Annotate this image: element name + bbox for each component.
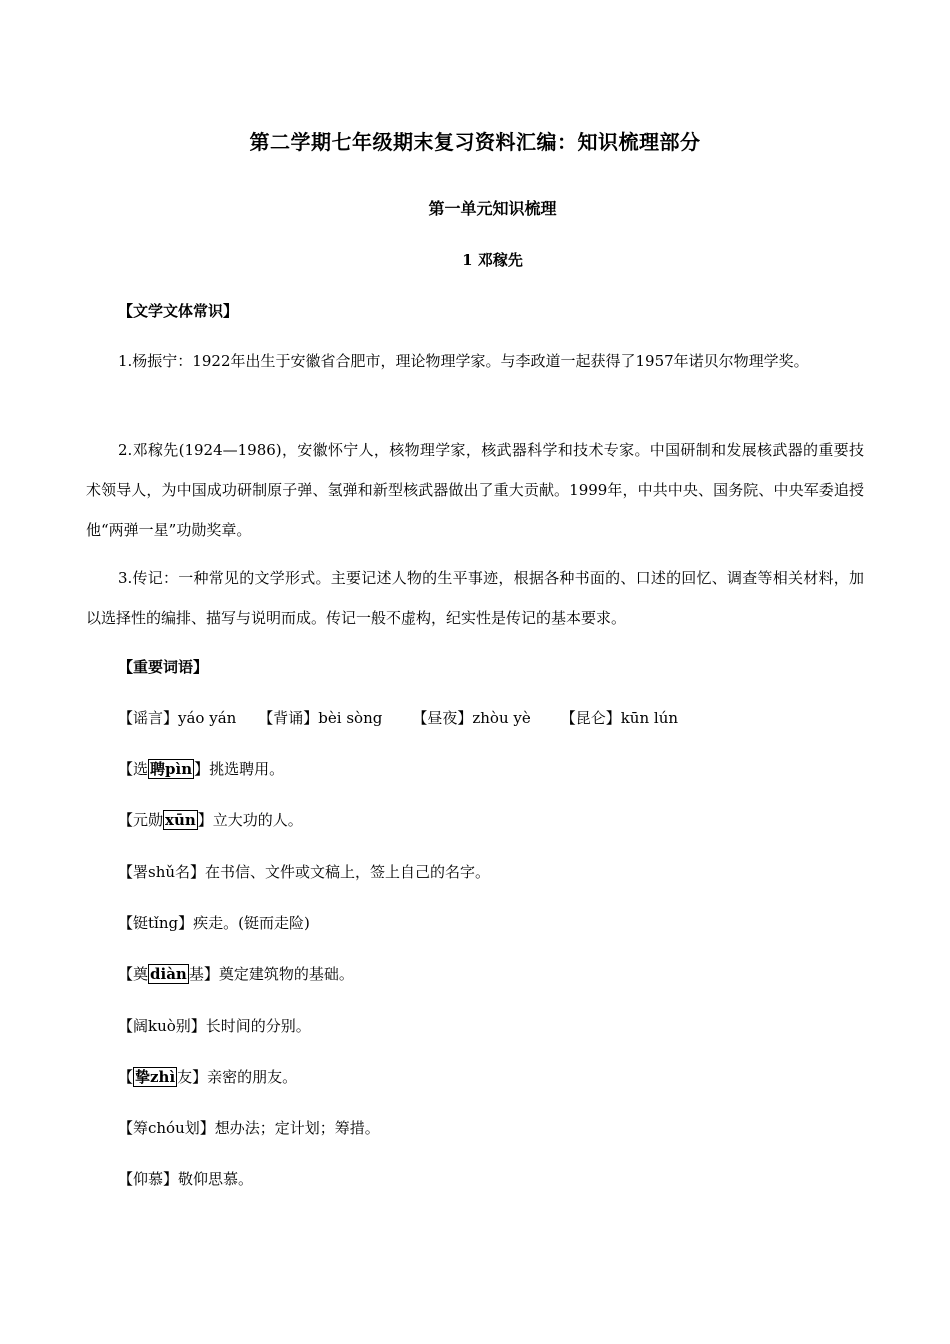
vocab-item-kunlun: 【昆仑】kūn lún <box>560 709 679 727</box>
boxed-word: 聘pìn <box>150 760 193 778</box>
lesson-heading: 1 邓稼先 <box>462 251 523 269</box>
vocab-definition: 】立大功的人。 <box>197 811 303 829</box>
boxed-word: diàn <box>150 965 187 983</box>
vocab-text: 【 <box>118 1068 134 1086</box>
document-title: 第二学期七年级期末复习资料汇编：知识梳理部分 <box>249 130 701 154</box>
paragraph-biography: 3.传记：一种常见的文学形式。主要记述人物的生平事迹，根据各种书面的、口述的回忆、调查等相关材料，加以选择性的编排、描写与说明而成。传记一般不虚构，纪实性是传记的基本要求。 <box>86 569 864 627</box>
boxed-word: 挚zhì <box>135 1068 176 1086</box>
vocab-definition: 】挑选聘用。 <box>194 760 285 778</box>
vocab-item-zhiyou <box>118 1066 297 1087</box>
unit-heading: 第一单元知识梳理 <box>428 199 557 218</box>
vocab-definition: 基】奠定建筑物的基础。 <box>188 965 354 983</box>
section-heading-vocab: 【重要词语】 <box>118 658 209 676</box>
vocab-item-shuming: 【署shǔ名】在书信、文件或文稿上，签上自己的名字。 <box>118 863 491 881</box>
paragraph-yang-zhenning: 1.杨振宁：1922年出生于安徽省合肥市，理论物理学家。与李政道一起获得了1957年诺贝尔物理学奖。 <box>118 352 809 370</box>
vocab-item-yangmu: 【仰慕】敬仰思慕。 <box>118 1170 254 1188</box>
vocab-text: 【选 <box>118 760 149 778</box>
vocab-definition: 友】亲密的朋友。 <box>177 1068 298 1086</box>
vocab-item-dianji <box>118 963 354 984</box>
vocab-item-beisong: 【背诵】bèi sòng <box>258 709 383 727</box>
vocab-text: 【元勋 <box>118 811 164 829</box>
vocab-item-xuanpin <box>118 758 284 779</box>
boxed-word: xūn <box>165 811 196 829</box>
section-heading-literature: 【文学文体常识】 <box>118 302 239 320</box>
vocab-text: 【奠 <box>118 965 149 983</box>
vocab-item-kuobie: 【阔kuò别】长时间的分别。 <box>118 1017 311 1035</box>
vocab-row-pinyin <box>118 707 678 728</box>
paragraph-deng-jiaxian: 2.邓稼先(1924—1986)，安徽怀宁人，核物理学家，核武器科学和技术专家。中国研制和发展核武器的重要技术领导人，为中国成功研制原子弹、氢弹和新型核武器做出了重大贡献。1999年，中共中央、国务院、中央军委追授他“两弹一星”功勋奖章。 <box>86 441 864 539</box>
vocab-item-yaoyan: 【谣言】yáo yán <box>118 709 237 727</box>
vocab-item-chouhua: 【筹chóu划】想办法；定计划；筹措。 <box>118 1119 380 1137</box>
vocab-item-yuanxun <box>118 809 303 830</box>
vocab-item-zhouye: 【昼夜】zhòu yè <box>412 709 531 727</box>
vocab-item-ting: 【铤tǐng】疾走。(铤而走险) <box>118 914 310 932</box>
